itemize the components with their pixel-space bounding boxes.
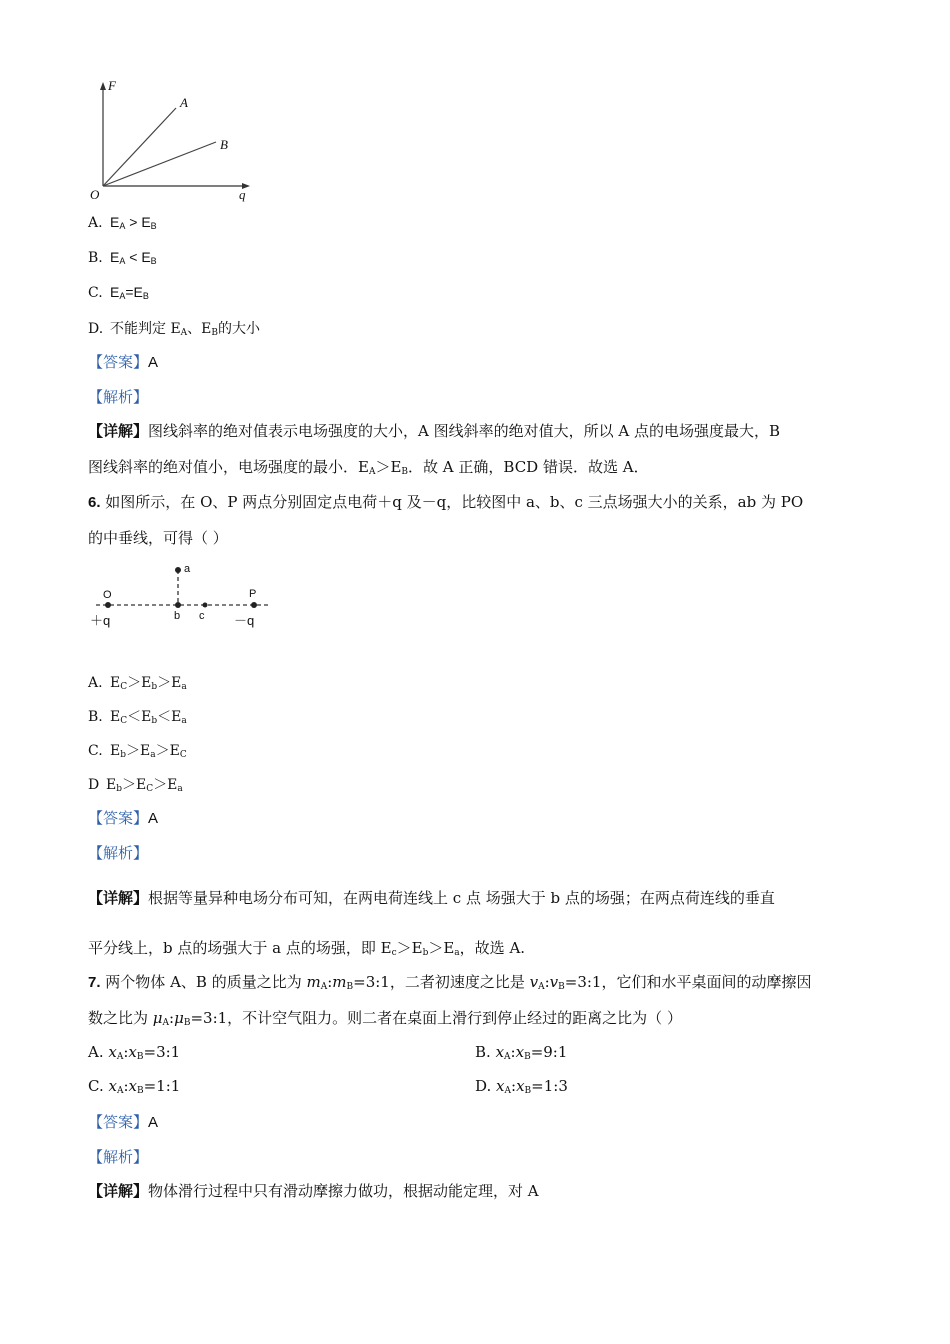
axis-f-label: F (108, 78, 116, 93)
q6-option-c[interactable]: C. $E_b>E_a>E_C$ (88, 743, 187, 760)
q6-stem-line2: 的中垂线，可得（ ） (88, 529, 228, 547)
line-a-label: A (180, 95, 188, 110)
q5-option-c[interactable]: C. $E_A=E_B$ (88, 284, 149, 301)
q6-option-a[interactable]: A. $E_C>E_b>E_a$ (88, 675, 187, 692)
label-minus-q: －q (234, 613, 255, 628)
q7-option-a[interactable]: A. $x_A:x_B=3:1$ (88, 1043, 181, 1062)
q6-option-d[interactable]: D $E_b>E_C>E_a$ (88, 777, 183, 794)
q6-detail-line1: 【详解】根据等量异种电场分布可知，在两电荷连线上 c 点 场强大于 b 点的场强；在两点荷连线的垂直 (88, 889, 775, 907)
line-a (103, 108, 176, 186)
q7-stem-line1: 7. 两个物体 A、B 的质量之比为 $m_A:m_B=3:1$，二者初速度之比是 $v_A:v_B=3:1$，它们和水平桌面间的动摩擦因 (88, 973, 812, 992)
axis-q-label: q (239, 187, 246, 202)
q7-option-c[interactable]: C. $x_A:x_B=1:1$ (88, 1077, 181, 1096)
q6-detail-line2: 平分线上，b 点的场强大于 a 点的场强，即 $E_c>E_b>E_a$，故选 A. (88, 939, 526, 958)
q7-option-d[interactable]: D. $x_A:x_B=1:3$ (475, 1077, 568, 1096)
q6-option-b[interactable]: B. $E_C<E_b<E_a$ (88, 709, 187, 726)
label-o: O (103, 589, 112, 601)
line-b-label: B (220, 137, 228, 152)
q7-stem-line2: 数之比为 $\mu_A:\mu_B=3:1$，不计空气阻力。则二者在桌面上滑行到停止经过的距离之比为（ ） (88, 1009, 682, 1028)
q5-option-a[interactable]: A. $E_A > E_B$ (88, 214, 157, 231)
label-b: b (174, 610, 181, 622)
point-c (203, 603, 208, 608)
q5-detail-line2: 图线斜率的绝对值小，电场强度的最小．$E_A>E_B$．故 A 正确，BCD 错误．故选 A． (88, 458, 649, 477)
q7-detail-line1: 【详解】物体滑行过程中只有滑动摩擦力做功，根据动能定理，对 A (88, 1182, 539, 1200)
q5-analysis-tag: 【解析】 (88, 388, 149, 406)
q6-answer: 【答案】A (88, 809, 159, 827)
q5-answer: 【答案】A (88, 353, 159, 371)
q7-answer: 【答案】A (88, 1113, 159, 1131)
point-b (175, 602, 181, 608)
label-a: a (184, 563, 191, 575)
q5-option-b[interactable]: B. $E_A < E_B$ (88, 249, 157, 266)
line-b (103, 142, 216, 186)
q5-detail-line1: 【详解】图线斜率的绝对值表示电场强度的大小，A 图线斜率的绝对值大，所以 A 点的电场强度最大，B (88, 422, 781, 440)
label-p: P (249, 588, 257, 600)
point-a (175, 567, 181, 573)
q7-analysis-tag: 【解析】 (88, 1148, 149, 1166)
q6-analysis-tag: 【解析】 (88, 844, 149, 862)
q5-option-d[interactable]: D. 不能判定 $E_A$、$E_B$的大小 (88, 321, 261, 338)
label-c: c (199, 610, 205, 622)
label-plus-q: ＋q (90, 613, 111, 628)
q7-option-b[interactable]: B. $x_A:x_B=9:1$ (475, 1043, 568, 1062)
point-o (105, 602, 111, 608)
point-p (251, 602, 257, 608)
origin-label: O (90, 187, 100, 202)
q6-stem-line1: 6. 如图所示，在 O、P 两点分别固定点电荷＋q 及－q，比较图中 a、b、c 三点场强大小的关系，ab 为 PO (88, 493, 804, 511)
